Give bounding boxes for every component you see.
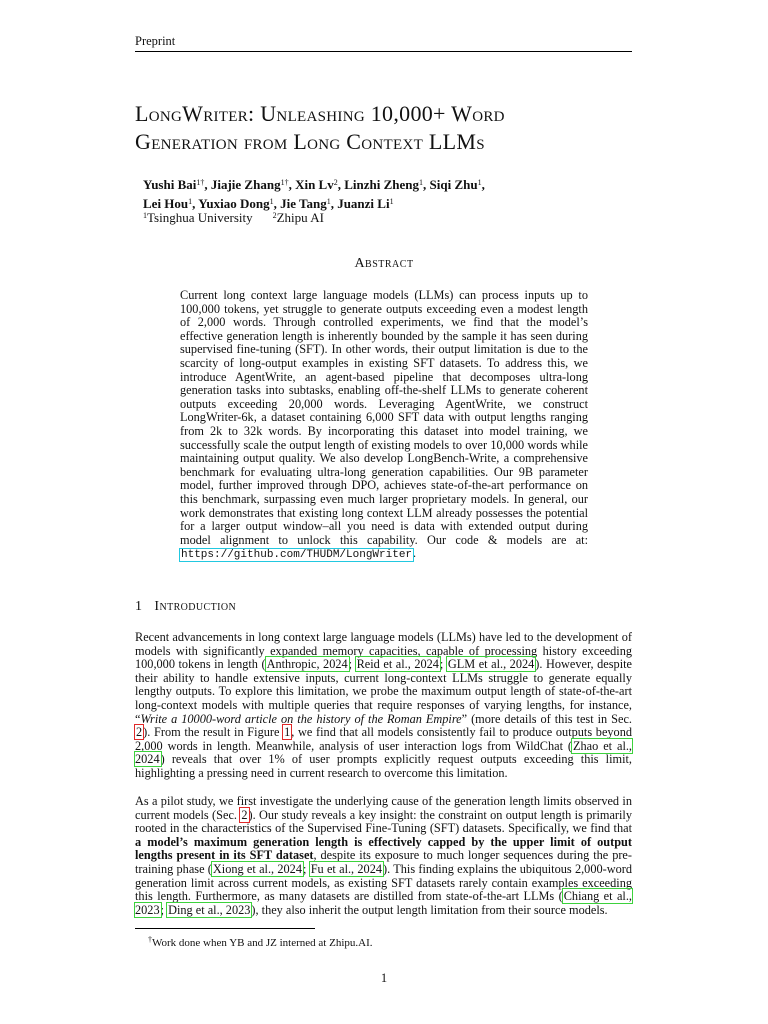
body-text: ). From the result in Figure	[143, 725, 284, 740]
body-text: ;	[160, 902, 168, 917]
author-name: Jiajie Zhang	[210, 177, 281, 192]
intro-paragraph-1	[135, 631, 632, 781]
abstract-end: .	[413, 546, 417, 561]
author-name: Lei Hou	[143, 196, 189, 211]
footnote	[148, 933, 373, 950]
author-affil-mark: 1	[477, 178, 482, 187]
body-text: ). Our study reveals a key insight: the constraint on output length is primarily rooted in the characteristics of the Supervised Fine-Tuning (SFT) datasets. Specifically, we find that	[135, 807, 632, 836]
body-text: ;	[348, 657, 356, 672]
author-name: Yushi Bai	[143, 177, 197, 192]
author-name: Siqi Zhu	[429, 177, 478, 192]
figure-ref-link[interactable]: 1	[284, 725, 291, 740]
citation-link[interactable]: Xiong et al., 2024	[212, 861, 302, 876]
footnote-mark: †	[148, 935, 152, 944]
citation-link[interactable]: GLM et al., 2024	[447, 657, 535, 672]
example-query: Write a 10000-word article on the history of the Roman Empire	[140, 711, 462, 726]
section-ref-link[interactable]: 2	[136, 725, 143, 740]
author-affil-mark: 1	[188, 197, 193, 206]
affiliations	[143, 207, 324, 226]
title-line-1: LongWriter: Unleashing 10,000+ Word	[135, 101, 505, 126]
author-affil-mark: 1†	[280, 178, 289, 187]
citation-link[interactable]: Chiang et al., 2023	[135, 889, 632, 917]
abstract-text: Current long context large language models (LLMs) can process inputs up to 100,000 tokens, yet struggle to generate outputs exceeding even a modest length of 2,000 words. Through controlled experiments, we find that the model’s effective generation length is inherently bounded by the sample it has seen during supervised fine-tuning (SFT). In other words, their output limitation is due to the scarcity of long-output examples in existing SFT datasets. To address this, we introduce AgentWrite, an agent-based pipeline that decomposes ultra-long generation tasks into subtasks, enabling off-the-shelf LLMs to generate coherent outputs exceeding 20,000 words. Leveraging AgentWrite, we construct LongWriter-6k, a dataset containing 6,000 SFT data with output lengths ranging from 2k to 32k words. By incorporating this dataset into model training, we successfully scale the output length of existing models to over 10,000 words while maintaining output quality. We also develop LongBench-Write, a comprehensive benchmark for evaluating ultra-long generation capabilities. Our 9B parameter model, further improved through DPO, achieves state-of-the-art performance on this benchmark, surpassing even much larger proprietary models. In general, our work demonstrates that existing long context LLM already possesses the potential for a larger output window–all you need is data with extended output during model alignment to unlock this capability. Our code & models are at:	[180, 288, 588, 547]
citation-link[interactable]: Ding et al., 2023	[168, 902, 251, 917]
section-title: Introduction	[154, 599, 237, 614]
citation-link[interactable]: Reid et al., 2024	[356, 657, 439, 672]
body-text: Recent advancements in long context large language models (LLMs) have led to the development of models with significantly expanded memory capacities, capable of processing history exceeding 100,000 tokens in length (	[135, 630, 632, 672]
citation-link[interactable]: Anthropic, 2024	[266, 657, 348, 672]
author-name: Juanzi Li	[337, 196, 390, 211]
author-line-2: Lei Hou$^1$, Yuxiao Dong$^1$, Jie Tang$^1$, Juanzi Li$^1$	[143, 196, 394, 211]
key-finding: a model’s maximum generation length is effectively capped by the upper limit of output lengths present in its SFT dataset	[135, 834, 632, 863]
abstract-body	[180, 289, 588, 563]
author-affil-mark: 1	[326, 197, 331, 206]
running-head: Preprint	[135, 34, 176, 48]
header-rule	[135, 51, 632, 52]
body-text: ;	[439, 657, 447, 672]
intro-paragraph-2	[135, 795, 632, 917]
body-text: ) reveals that over 1% of user prompts explicitly request outputs exceeding this limit, highlighting a pressing need in current research to overcome this limitation.	[135, 752, 632, 780]
footnote-rule	[135, 928, 315, 929]
section-number: 1	[135, 599, 143, 614]
author-name: Jie Tang	[280, 196, 327, 211]
author-affil-mark: 2	[333, 178, 338, 187]
body-text: , despite its exposure to much longer sequences during the pre-training phase (	[135, 848, 632, 876]
author-affil-mark: 1	[389, 197, 394, 206]
author-name: Linzhi Zheng	[344, 177, 420, 192]
section-ref-link[interactable]: 2	[241, 807, 248, 822]
affiliation-name: Tsinghua University	[147, 210, 253, 225]
author-line-1: Yushi Bai$^{1\dagger}$, Jiajie Zhang$^{1\dagger}$, Xin Lv$^2$, Linzhi Zheng$^1$, Siqi Zhu$^1$,	[143, 177, 485, 192]
affil-mark: 2	[272, 211, 277, 220]
page-number: 1	[380, 971, 388, 985]
author-affil-mark: 1	[419, 178, 424, 187]
body-text: ). This finding explains the ubiquitous 2,000-word generation limit across current models, as existing SFT datasets rarely contain examples exceeding this length. Furthermore, as many datasets are distilled from state-of-the-art LLMs (	[135, 861, 632, 904]
abstract-heading: Abstract	[354, 256, 414, 271]
body-text: ). However, despite their ability to handle extensive inputs, current long-context LLMs struggle to generate equally lengthy outputs. To explore this limitation, we probe the maximum output length of state-of-the-art long-context models with multiple queries that require responses of varying lengths, for instance, “	[135, 657, 632, 726]
body-text: ;	[302, 861, 310, 876]
affiliation-name: Zhipu AI	[276, 210, 324, 225]
section-heading-introduction	[135, 599, 236, 615]
citation-link[interactable]: Zhao et al., 2024	[135, 738, 633, 767]
paper-title	[135, 100, 635, 156]
body-text: ), they also inherit the output length limitation from their source models.	[251, 902, 608, 917]
code-repo-link[interactable]: https://github.com/THUDM/LongWriter	[181, 549, 413, 562]
author-affil-mark: 1†	[196, 178, 205, 187]
affil-mark: 1	[143, 211, 147, 220]
footnote-text: Work done when YB and JZ interned at Zhipu.AI.	[152, 937, 373, 949]
author-affil-mark: 1	[269, 197, 274, 206]
citation-link[interactable]: Fu et al., 2024	[310, 861, 383, 876]
body-text: , we find that all models consistently fail to produce outputs beyond 2,000 words in length. Meanwhile, analysis of user interaction logs from WildChat (	[135, 725, 632, 753]
author-name: Xin Lv	[295, 177, 334, 192]
title-line-2: Generation from Long Context LLMs	[135, 129, 485, 154]
author-name: Yuxiao Dong	[198, 196, 270, 211]
body-text: ” (more details of this test in Sec.	[461, 711, 632, 726]
body-text: As a pilot study, we first investigate the underlying cause of the generation length limits observed in current models (Sec.	[135, 794, 632, 822]
